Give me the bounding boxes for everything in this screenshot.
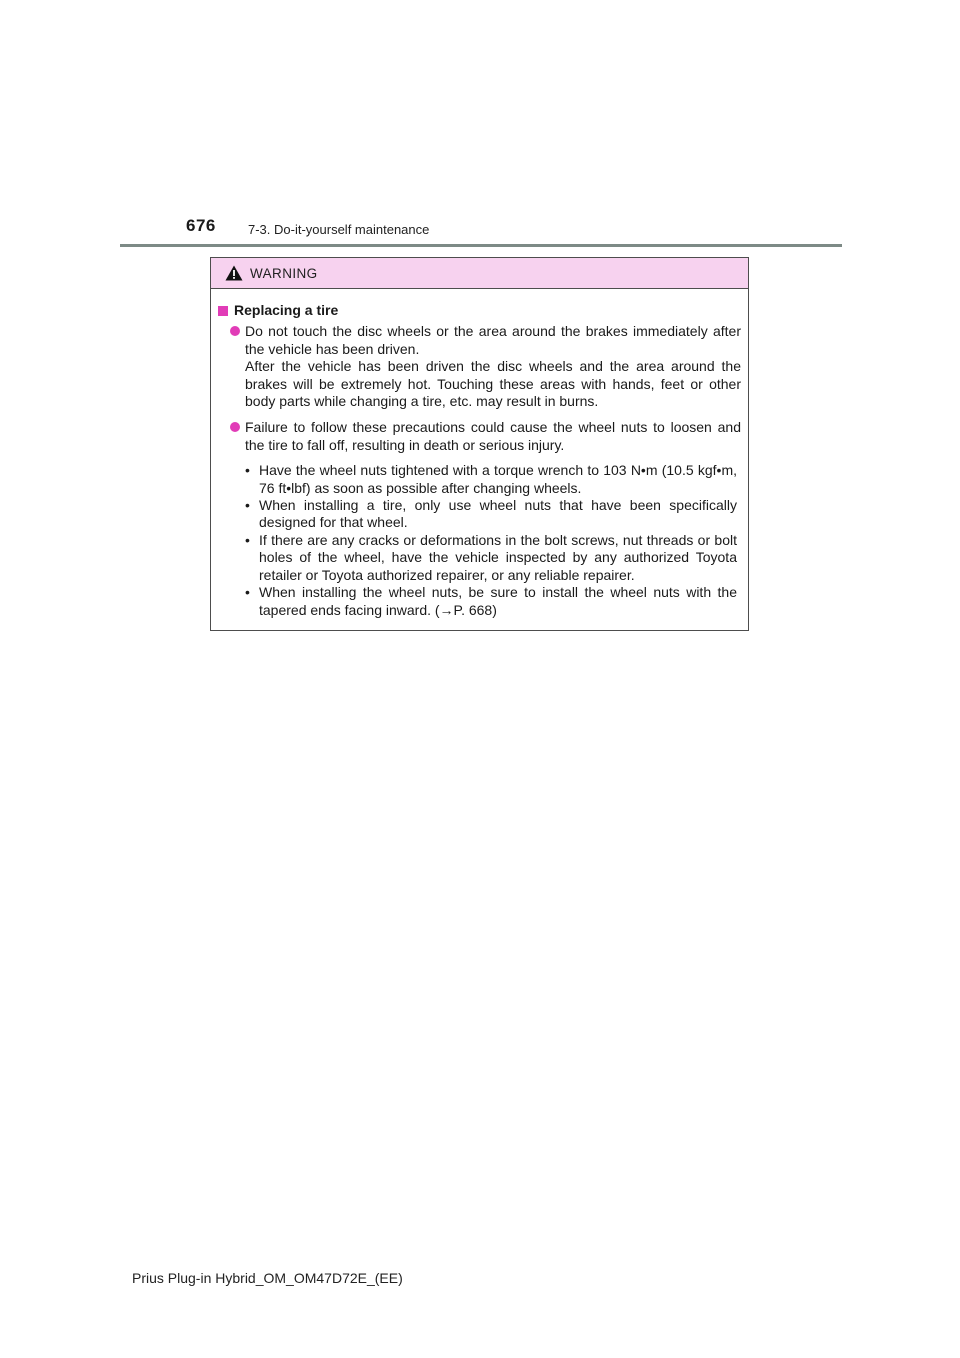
- warning-item: [218, 419, 741, 618]
- list-item-text: When installing a tire, only use wheel nuts that have been specifically designed for that wheel.: [259, 497, 737, 531]
- header-rule: [120, 244, 842, 247]
- page-number: 676: [186, 216, 216, 235]
- warning-item-text: [245, 419, 741, 618]
- subheading-text: Replacing a tire: [234, 302, 339, 318]
- list-item-text: Have the wheel nuts tightened with a torque wrench to 103 N•m (10.5 kgf•m, 76 ft•lbf) as soon as possible after changing wheels.: [259, 462, 737, 496]
- warning-triangle-icon: [225, 265, 243, 281]
- precaution-list: [245, 462, 741, 619]
- section-title: 7-3. Do-it-yourself maintenance: [248, 222, 430, 237]
- list-marker: •: [245, 584, 250, 601]
- warning-header: [211, 258, 748, 289]
- circle-bullet-icon: [230, 422, 240, 432]
- list-marker: •: [245, 497, 250, 514]
- list-item-text: When installing the wheel nuts, be sure to install the wheel nuts with the tapered ends facing inward. (→P. 668): [259, 584, 737, 618]
- square-bullet-icon: [218, 306, 228, 316]
- list-item: [245, 532, 741, 584]
- list-marker: •: [245, 531, 250, 548]
- warning-body: [211, 289, 748, 619]
- footer-document-id: Prius Plug-in Hybrid_OM_OM47D72E_(EE): [132, 1270, 403, 1286]
- warning-item-text: [245, 323, 741, 410]
- list-item: [245, 462, 741, 497]
- warning-paragraph: After the vehicle has been driven the disc wheels and the area around the brakes will be extremely hot. Touching these areas with hands, feet or other body parts while changing a tire, etc. may result in burns.: [245, 358, 741, 410]
- list-item: [245, 497, 741, 532]
- list-marker: •: [245, 462, 250, 479]
- warning-paragraph: Do not touch the disc wheels or the area around the brakes immediately after the vehicle has been driven.: [245, 323, 741, 357]
- warning-label: WARNING: [250, 265, 318, 281]
- warning-paragraph: Failure to follow these precautions could cause the wheel nuts to loosen and the tire to fall off, resulting in death or serious injury.: [245, 419, 741, 453]
- circle-bullet-icon: [230, 326, 240, 336]
- warning-item: [218, 323, 741, 410]
- warning-subheading: [218, 302, 741, 319]
- warning-box: [210, 257, 749, 631]
- list-item: [245, 584, 741, 619]
- list-item-text: If there are any cracks or deformations in the bolt screws, nut threads or bolt holes of the wheel, have the vehicle inspected by any authorized Toyota retailer or Toyota authorized repairer, or any reliable repairer.: [259, 531, 737, 583]
